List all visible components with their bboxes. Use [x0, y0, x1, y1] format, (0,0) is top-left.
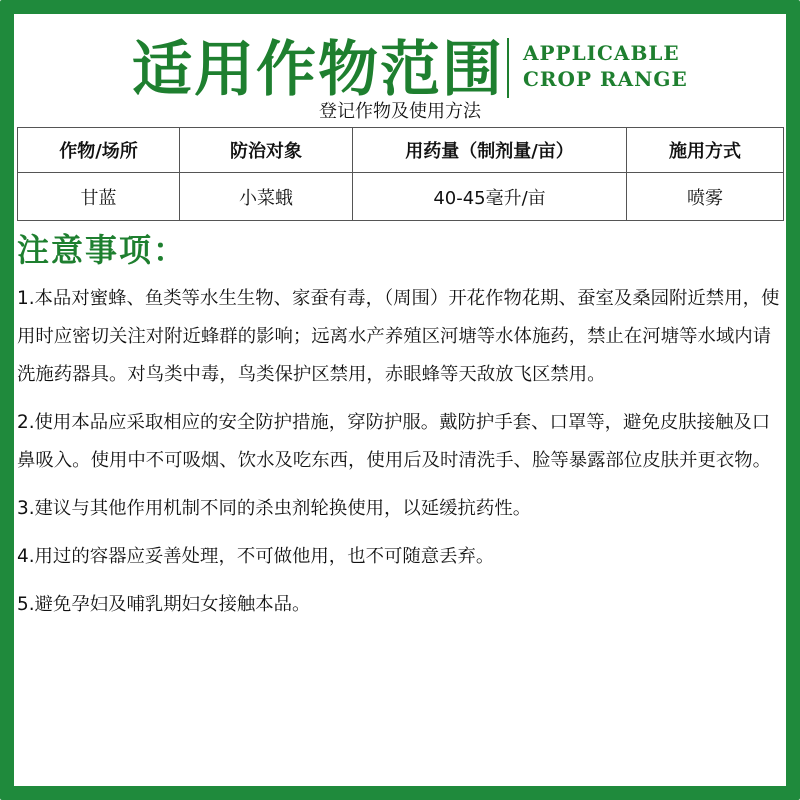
- note-item-3: 3.建议与其他作用机制不同的杀虫剂轮换使用，以延缓抗药性。: [17, 498, 532, 519]
- note-item-4: 4.用过的容器应妥善处理，不可做他用，也不可随意丢弃。: [17, 546, 495, 567]
- note-item-1: 1.本品对蜜蜂、鱼类等水生生物、家蚕有毒，（周围）开花作物花期、蚕室及桑园附近禁用，使用时应密切关注对附近蜂群的影响；远离水产养殖区河塘等水体施药，禁止在河塘等水域内请洗施药器具。对鸟类中毒，鸟类保护区禁用，赤眼蜂等天敌放飞区禁用。: [17, 288, 780, 385]
- note-item-2: 2.使用本品应采取相应的安全防护措施，穿防护服。戴防护手套、口罩等，避免皮肤接触及口鼻吸入。使用中不可吸烟、饮水及吃东西，使用后及时清洗手、脸等暴露部位皮肤并更衣物。: [17, 412, 772, 471]
- column-header-crop: 作物/场所: [18, 128, 180, 173]
- table-row: [18, 173, 784, 221]
- column-header-method: 施用方式: [627, 128, 784, 173]
- column-header-dosage: 用药量（制剂量/亩）: [353, 128, 627, 173]
- notes-list: [17, 280, 787, 634]
- cell-dosage: 40-45毫升/亩: [353, 173, 627, 221]
- page-subtitle: 登记作物及使用方法: [319, 101, 481, 122]
- page-title: 适用作物范围: [132, 35, 504, 105]
- cell-method: 喷雾: [627, 173, 784, 221]
- cell-target: 小菜蛾: [180, 173, 353, 221]
- cell-crop: 甘蓝: [18, 173, 180, 221]
- note-item-5: 5.避免孕妇及哺乳期妇女接触本品。: [17, 594, 311, 615]
- title-english-line-1: APPLICABLE: [523, 41, 680, 65]
- column-header-target: 防治对象: [180, 128, 353, 173]
- notes-heading: 注意事项：: [17, 231, 188, 269]
- usage-table: [17, 127, 784, 221]
- header: [0, 22, 800, 112]
- title-english-line-2: CROP RANGE: [523, 67, 688, 91]
- title-english: [523, 40, 688, 92]
- title-divider: [507, 38, 509, 98]
- table-header-row: [18, 128, 784, 173]
